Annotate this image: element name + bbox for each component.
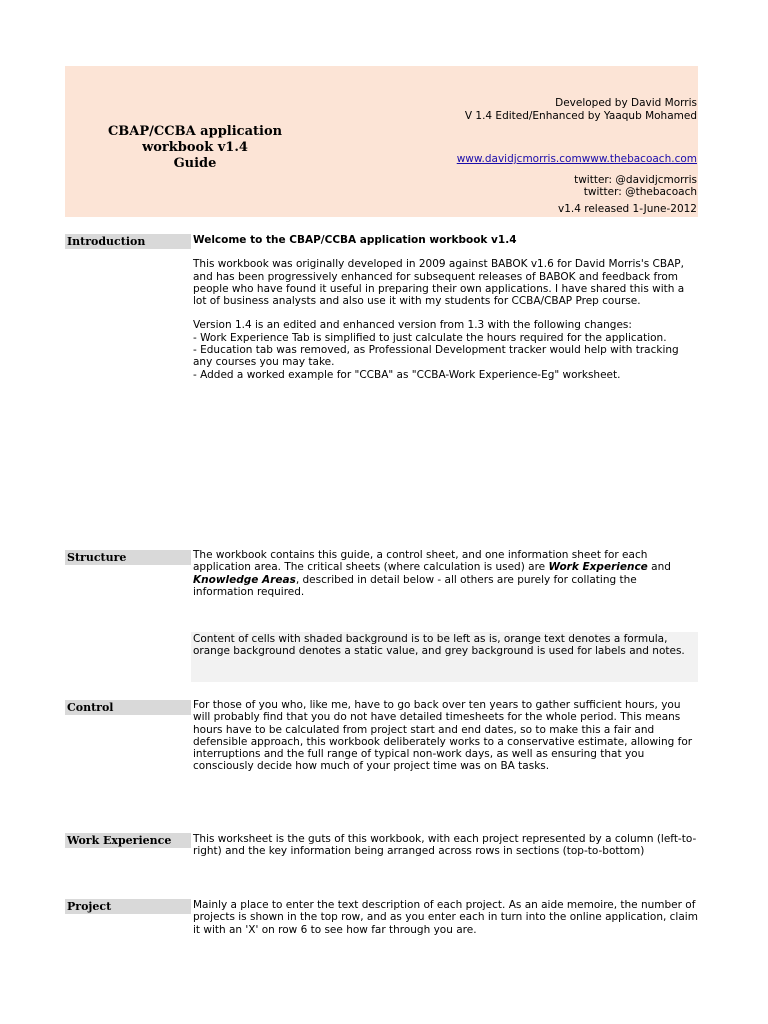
label-control: Control xyxy=(65,700,191,715)
document-title xyxy=(85,124,305,172)
intro-bullet-2: - Education tab was removed, as Professional Development tracker would help with tracking any courses you may take. xyxy=(193,344,679,369)
work-experience-text: This worksheet is the guts of this workbook, with each project represented by a column (left-to-right) and the key information being arranged across rows in sections (top-to-bottom) xyxy=(193,833,697,858)
structure-paragraph-2: Content of cells with shaded background is to be left as is, orange text denotes a formula, orange background denotes a static value, and grey background is used for labels and notes. xyxy=(193,633,685,658)
title-line-2: Guide xyxy=(173,156,217,171)
twitter-thebacoach: twitter: @thebacoach xyxy=(583,186,697,198)
label-work-experience: Work Experience xyxy=(65,833,191,848)
title-line-1: CBAP/CCBA application workbook v1.4 xyxy=(107,124,283,155)
link-thebacoach[interactable]: www.thebacoach.com xyxy=(581,153,697,165)
intro-heading: Welcome to the CBAP/CCBA application workbook v1.4 xyxy=(193,234,517,246)
structure-paragraph-1: The workbook contains this guide, a control sheet, and one information sheet for each application area. The critical sheets (where calculation is used) are Work Experience and Knowledge Areas, described in detail below - all others are purely for collating the information required. xyxy=(193,549,671,598)
intro-paragraph-1: This workbook was originally developed in 2009 against BABOK v1.6 for David Morris's CBAP, and has been progressively enhanced for subsequent releases of BABOK and feedback from people who have found it useful in preparing their own applications. I have shared this with a lot of business analysts and also use it with my students for CCBA/CBAP Prep course. xyxy=(193,258,685,308)
label-introduction: Introduction xyxy=(65,234,191,249)
introduction-text xyxy=(193,234,698,381)
developed-by: Developed by David Morris xyxy=(555,97,697,109)
control-text: For those of you who, like me, have to go back over ten years to gather sufficient hours, you will probably find that you do not have detailed timesheets for the whole period. This means hours have to be calculated from project start and end dates, so to make this a fair and defensible approach, this workbook deliberately works to a conservative estimate, allowing for interruptions and the full range of typical non-work days, as well as ensuring that you consciously decide how much of your project time was on BA tasks. xyxy=(193,699,693,773)
twitter-davidjcmorris: twitter: @davidjcmorris xyxy=(574,174,697,186)
edited-by: V 1.4 Edited/Enhanced by Yaaqub Mohamed xyxy=(464,110,697,122)
label-structure: Structure xyxy=(65,550,191,565)
link-davidjcmorris[interactable]: www.davidjcmorris.com xyxy=(456,153,582,165)
intro-bullet-1: - Work Experience Tab is simplified to just calculate the hours required for the application. xyxy=(193,331,667,344)
project-text: Mainly a place to enter the text description of each project. As an aide memoire, the number of projects is shown in the top row, and as you enter each in turn into the online application, claim it with an 'X' on row 6 to see how far through you are. xyxy=(193,899,698,936)
label-project: Project xyxy=(65,899,191,914)
intro-bullet-3: - Added a worked example for "CCBA" as "CCBA-Work Experience-Eg" worksheet. xyxy=(193,368,621,381)
website-links xyxy=(457,153,697,166)
structure-text xyxy=(193,549,698,598)
intro-paragraph-2: Version 1.4 is an edited and enhanced version from 1.3 with the following changes: xyxy=(193,319,632,332)
release-date: v1.4 released 1-June-2012 xyxy=(558,203,697,215)
